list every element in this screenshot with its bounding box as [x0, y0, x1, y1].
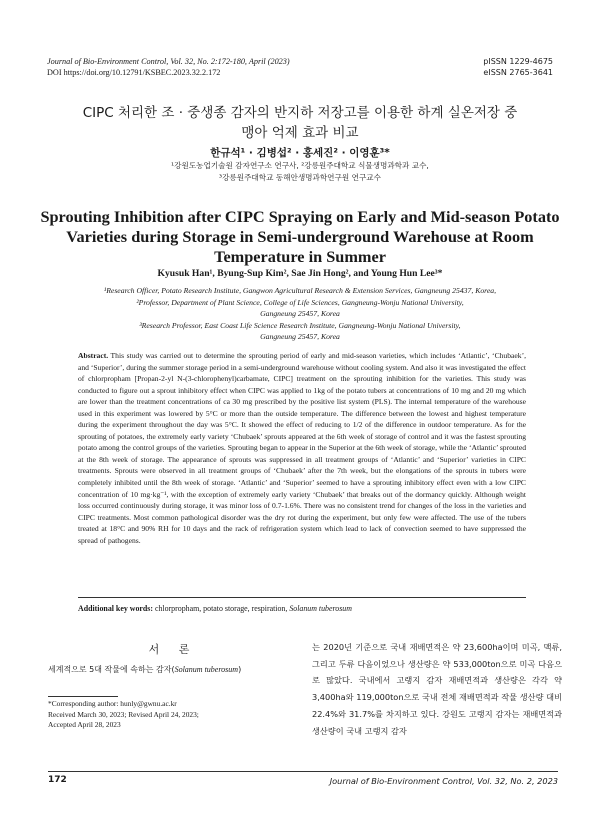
keywords-label: Additional key words: [78, 604, 153, 613]
intro-left-text: 세계적으로 5대 작물에 속하는 감자( [48, 665, 175, 674]
footer-divider [48, 771, 558, 772]
intro-right-column: 는 2020년 기준으로 국내 재배면적은 약 23,600ha이며 미곡, 맥류, 그리고 두류 다음이었으나 생산량은 약 533,000ton으로 미곡 다음으로 많았다. 국내에서 고랭지 감자 재배면적과 생산량은 각각 약 3,400ha와 119,000ton으로 국내 전체 재배면적과 작물 생산량 대비 22.4%와 31.7%를 차지하고 있다. 강원도 고랭지 감자는 재배면적과 생산량이 국내 고랭지 감자 [312, 642, 562, 736]
page-number: 172 [48, 775, 67, 785]
abstract-divider [78, 597, 526, 598]
korean-affiliations [40, 160, 560, 184]
doi-link[interactable]: DOI https://doi.org/10.12791/KSBEC.2023.32.2.172 [47, 68, 221, 77]
korean-title-line: CIPC 처리한 조 · 중생종 감자의 반지하 저장고를 이용한 하계 실온저장 중 [82, 105, 518, 121]
english-title-line: Sprouting Inhibition after CIPC Spraying on Early and Mid-season Potato [40, 207, 560, 226]
intro-left-end: ) [238, 665, 242, 674]
english-title-line: Temperature in Summer [214, 247, 386, 266]
affiliation-line: ³Research Professor, East Coast Life Science Research Institute, Gangneung-Wonju National University, [139, 320, 461, 330]
korean-title [40, 103, 560, 143]
korean-affiliation-line: ³강릉원주대학교 동해안생명과학연구원 연구교수 [219, 173, 381, 182]
received-date: Received March 30, 2023; Revised April 24, 2023; [48, 709, 199, 719]
pissn: pISSN 1229-4675 [483, 57, 553, 66]
accepted-date: Accepted April 28, 2023 [48, 720, 121, 729]
footnote-divider [48, 696, 118, 697]
keywords-text: chlorpropham, potato storage, respiration, [154, 604, 288, 613]
intro-left-column [48, 662, 303, 678]
intro-heading: 서 론 [148, 643, 198, 656]
footer-journal: Journal of Bio-Environment Control, Vol. 32, No. 2, 2023 [329, 776, 558, 786]
journal-citation: Journal of Bio-Environment Control, Vol. 32, No. 2:172-180, April (2023) [47, 57, 290, 66]
issn-block [483, 56, 553, 78]
keywords [78, 604, 548, 613]
english-authors: Kyusuk Han¹, Byung-Sup Kim², Sae Jin Hong², and Young Hun Lee³* [157, 268, 443, 279]
corresponding-author: *Corresponding author: hunly@gwnu.ac.kr [48, 699, 177, 708]
english-title [40, 207, 560, 267]
eissn: eISSN 2765-3641 [483, 68, 553, 77]
affiliation-line: ²Professor, Department of Plant Science, College of Life Sciences, Gangneung-Wonju National University, [136, 297, 464, 307]
journal-header [47, 56, 290, 78]
affiliation-line: Gangneung 25457, Korea [260, 309, 340, 318]
abstract-text: This study was carried out to determine the sprouting period of early and mid-season varieties, which includes ‘Atlantic’, ‘Chubaek’, and ‘Superior’, during the summer storage period in a semi-underground warehouse without cooling system. And also it was investigated the effect of chlorpropham [Propan-2-yl N-(3-chlorophenyl)carbamate, CIPC] treatment on the sprouting inhibition for the varieties. This study was conducted to figure out a sprout inhibitory effect when CIPC was applied to 1kg of the potato tubers at concentrations of 10 mg and 20 mg which are lower than the treatment concentrations of ca 30 mg prescribed by the positive list system (PLS). The internal temperature of the warehouse used in this experiment was lowered by 5°C or more than the outside temperature. The difference between the lowest and highest temperature during the experiment throughout the day was 5°C. It showed the effect of reducing to 1/2 of the difference in outdoor temperature. As for the sprouting of potatoes, the extremely early variety ‘Chubaek’ sprouts appeared at the 6th week of storage of control and it was the fastest sprouting potato among the control groups of the varieties. Sprouting began to appear in the Superior at the 6th week of storage, while the ‘Atlantic’ sprouted at the 8th week of storage. The appearance of sprouts was suppressed in all treatment groups of ‘Atlantic’ and ‘Superior’ varieties in CIPC treatments. Sprouts were observed in all treatment groups of ‘Chubaek’ after the 7th week, but the elongations of the sprouts in tubers were completely inhibited until the 8th week of storage. ‘Atlantic’ and ‘Superior’ seemed to have a sprouting inhibitory effect even with a low CIPC concentration of 10 mg·kg⁻¹, with the exception of extremely early variety ‘Chubaek’ that breaks out of the dormancy quickly. Although weight loss occurred continuously during storage, it was minor loss of 0.7-1.6%. There was no consistent trend for changes of the loss in the varieties and CIPC treatments. Most common pathological disorder was the dry rot during the experiment, but only few were affected. The use of the tubers treated at 18°C and 90% RH for 10 days and the rack of refrigeration system which lead to lack of convection seemed to have suppressed the spread of pathogens. [78, 351, 526, 545]
abstract [78, 350, 526, 546]
affiliation-line: ¹Research Officer, Potato Research Institute, Gangwon Agricultural Research & Extension Services, Gangneung 25437, Korea, [103, 286, 497, 295]
abstract-label: Abstract. [78, 351, 109, 360]
korean-affiliation-line: ¹강원도농업기술원 감자연구소 연구사, ²강릉원주대학교 식물생명과학과 교수, [171, 161, 429, 170]
korean-title-line: 맹아 억제 효과 비교 [241, 125, 359, 141]
species-name: Solanum tuberosum [174, 665, 239, 674]
english-title-line: Varieties during Storage in Semi-underground Warehouse at Room [66, 227, 534, 246]
keywords-italic: Solanum tuberosum [289, 604, 352, 613]
affiliation-line: Gangneung 25457, Korea [260, 332, 340, 341]
english-affiliations [55, 285, 545, 343]
korean-authors: 한규석¹ · 김병섭² · 홍세진² · 이영훈³* [210, 147, 390, 159]
footnote [48, 699, 298, 731]
